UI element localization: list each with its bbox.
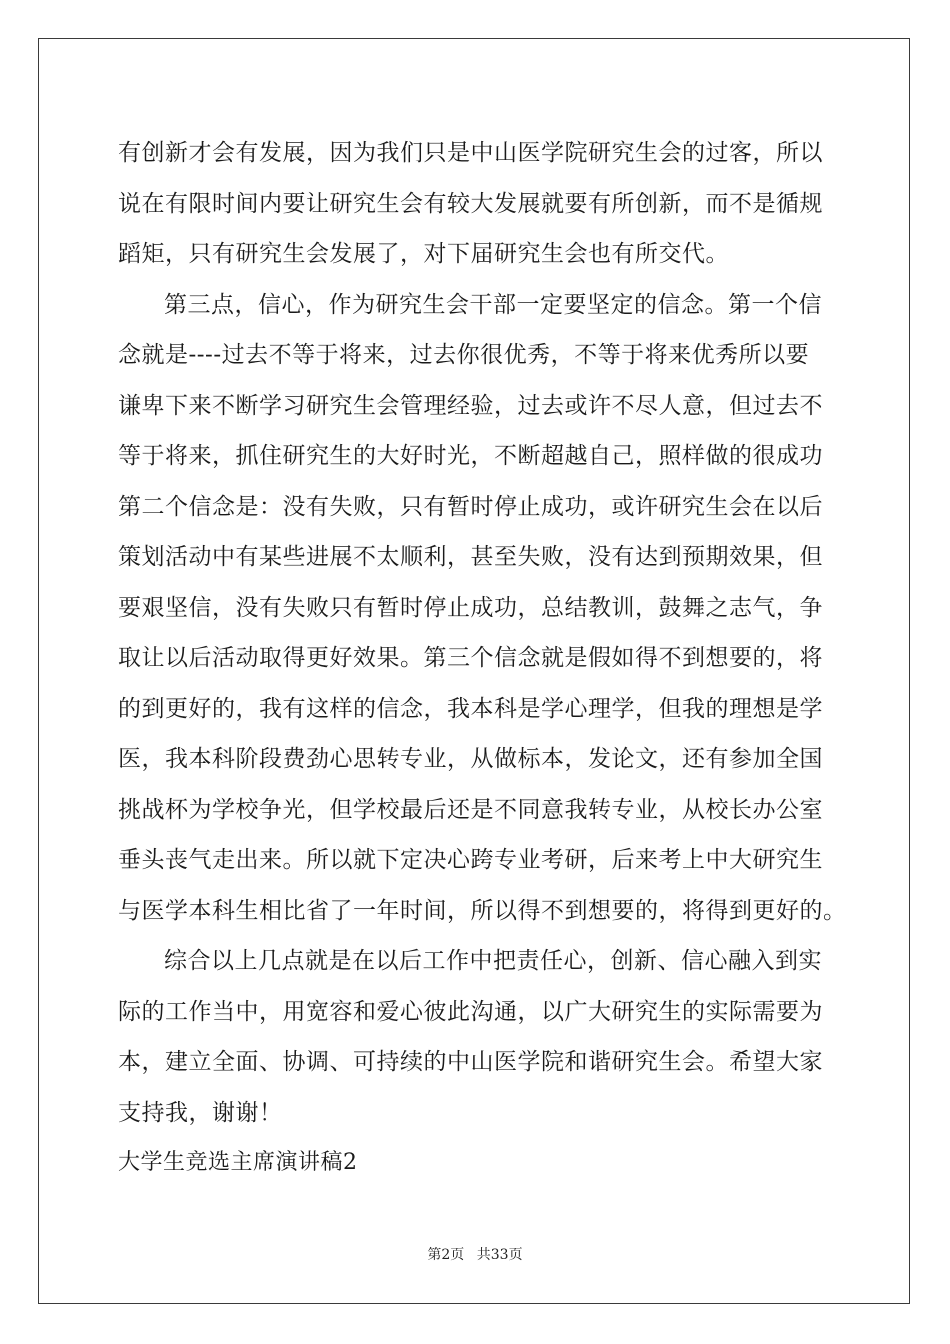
- text-line: 支持我，谢谢！: [118, 1099, 283, 1126]
- text-line: 策划活动中有某些进展不太顺利，甚至失败，没有达到预期效果，但: [118, 544, 823, 570]
- paragraph-1: [118, 128, 838, 280]
- paragraph-3: [118, 936, 838, 1138]
- document-body: [118, 128, 847, 1189]
- text-line: 的到更好的，我有这样的信念，我本科是学心理学，但我的理想是学: [118, 695, 823, 722]
- text-line: 第二个信念是：没有失败，只有暂时停止成功，或许研究生会在以后: [118, 493, 823, 520]
- text-line: 综合以上几点就是在以后工作中把责任心，创新、信心融入到实: [164, 948, 822, 974]
- text-line: 有创新才会有发展，因为我们只是中山医学院研究生会的过客，所以: [118, 140, 823, 166]
- page-number: 第2页: [427, 1247, 465, 1263]
- text-line: 医，我本科阶段费劲心思转专业，从做标本，发论文，还有参加全国: [118, 746, 823, 772]
- page-total: 共33页: [476, 1247, 523, 1263]
- text-line: 等于将来，抓住研究生的大好时光，不断超越自己，照样做的很成功: [118, 443, 823, 469]
- text-line: 谦卑下来不断学习研究生会管理经验，过去或许不尽人意，但过去不: [118, 392, 823, 419]
- text-line: 取让以后活动取得更好效果。第三个信念就是假如得不到想要的，将: [118, 645, 823, 671]
- text-line: 蹈矩，只有研究生会发展了，对下届研究生会也有所交代。: [118, 241, 729, 267]
- section-heading: 大学生竞选主席演讲稿2: [118, 1150, 358, 1175]
- text-line: 际的工作当中，用宽容和爱心彼此沟通，以广大研究生的实际需要为: [118, 998, 823, 1025]
- text-line: 本，建立全面、协调、可持续的中山医学院和谐研究生会。希望大家: [118, 1049, 823, 1075]
- text-line: 第三点，信心，作为研究生会干部一定要坚定的信念。第一个信: [164, 291, 822, 318]
- text-line: 垂头丧气走出来。所以就下定决心跨专业考研，后来考上中大研究生: [118, 847, 823, 873]
- text-line: 念就是----过去不等于将来，过去你很优秀，不等于将来优秀所以要: [118, 342, 810, 368]
- paragraph-2: [118, 280, 847, 937]
- page-footer: [0, 1244, 950, 1264]
- text-line: 说在有限时间内要让研究生会有较大发展就要有所创新，而不是循规: [118, 190, 823, 217]
- text-line: 挑战杯为学校争光，但学校最后还是不同意我转专业，从校长办公室: [118, 796, 823, 823]
- text-line: 与医学本科生相比省了一年时间，所以得不到想要的，将得到更好的。: [118, 897, 847, 924]
- text-line: 要艰坚信，没有失败只有暂时停止成功，总结教训，鼓舞之志气，争: [118, 594, 823, 621]
